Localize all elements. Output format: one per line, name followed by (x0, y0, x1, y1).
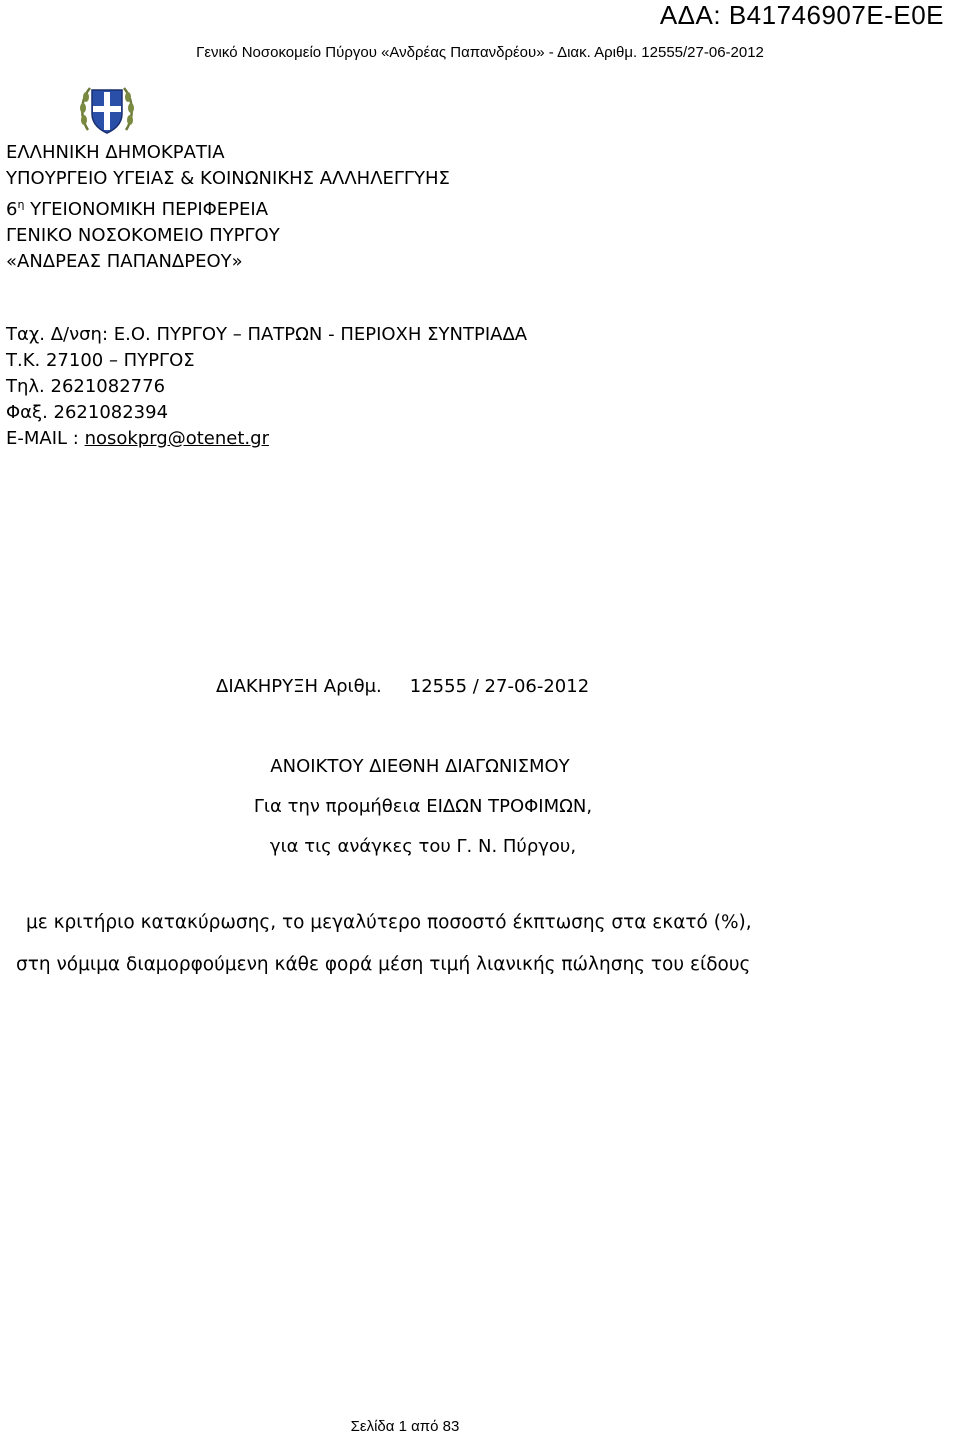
award-criterion-line-1: με κριτήριο κατακύρωσης, το μεγαλύτερο ποσοστό έκπτωσης στα εκατό (%), (26, 912, 752, 933)
tender-title: ΑΝΟΙΚΤΟΥ ΔΙΕΘΝΗ ΔΙΑΓΩΝΙΣΜΟΥ (270, 756, 570, 777)
declaration-number: 12555 / 27-06-2012 (409, 676, 590, 697)
declaration-label: ΔΙΑΚΗΡΥΞΗ Αριθμ. (216, 676, 382, 697)
greek-coat-of-arms-icon (78, 80, 136, 140)
declaration-heading (216, 676, 589, 697)
email-link[interactable]: nosokprg@otenet.gr (84, 428, 269, 449)
org-region-name: ΥΓΕΙΟΝΟΜΙΚΗ ΠΕΡΙΦΕΡΕΙΑ (24, 199, 269, 220)
fax-number: Φαξ. 2621082394 (6, 402, 169, 423)
email-line (6, 426, 527, 452)
org-ministry: ΥΠΟΥΡΓΕΙΟ ΥΓΕΙΑΣ & ΚΟΙΝΩΝΙΚΗΣ ΑΛΛΗΛΕΓΓΥΗΣ (6, 168, 450, 189)
postal-code: Τ.Κ. 27100 – ΠΥΡΓΟΣ (6, 350, 195, 371)
address-block (6, 322, 527, 452)
header-subtitle: Γενικό Νοσοκομείο Πύργου «Ανδρέας Παπανδρέου» - Διακ. Αριθμ. 12555/27-06-2012 (196, 44, 764, 61)
org-region-number: 6 (6, 199, 18, 220)
org-hospital: ΓΕΝΙΚΟ ΝΟΣΟΚΟΜΕΙΟ ΠΥΡΓΟΥ (6, 225, 280, 246)
tender-purpose: για τις ανάγκες του Γ. Ν. Πύργου, (269, 836, 577, 857)
ada-code: ΑΔΑ: Β41746907Ε-Ε0Ε (659, 0, 944, 30)
postal-address: Ταχ. Δ/νση: Ε.Ο. ΠΥΡΓΟΥ – ΠΑΤΡΩΝ - ΠΕΡΙΟΧΗ ΣΥΝΤΡΙΑΔΑ (6, 324, 528, 345)
org-region (6, 192, 450, 223)
email-label: E-MAIL : (6, 428, 85, 449)
org-state: ΕΛΛΗΝΙΚΗ ΔΗΜΟΚΡΑΤΙΑ (6, 142, 225, 163)
organization-block (6, 140, 450, 275)
phone-number: Τηλ. 2621082776 (6, 376, 166, 397)
tender-subject: Για την προμήθεια ΕΙΔΩΝ ΤΡΟΦΙΜΩΝ, (253, 796, 593, 817)
org-region-ordinal: η (17, 198, 25, 211)
award-criterion-line-2: στη νόμιμα διαμορφούμενη κάθε φορά μέση τιμή λιανικής πώλησης του είδους (16, 954, 751, 975)
org-hospital-name: «ΑΝΔΡΕΑΣ ΠΑΠΑΝΔΡΕΟΥ» (6, 251, 243, 272)
page-number: Σελίδα 1 από 83 (350, 1418, 460, 1435)
